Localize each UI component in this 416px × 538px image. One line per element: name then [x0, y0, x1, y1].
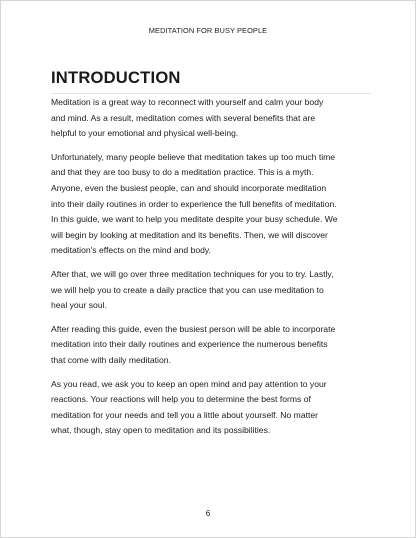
text-line: what, though, stay open to meditation and its possibilities.	[51, 425, 271, 436]
text-line: As you read, we ask you to keep an open mind and pay attention to your	[51, 378, 327, 389]
text-line: helpful to your emotional and physical well-being.	[51, 128, 239, 139]
text-line: we will help you to create a daily practice that you can use meditation to	[51, 284, 324, 295]
text-line: meditation into their daily routines and experience the numerous benefits	[51, 339, 328, 350]
text-line: that come with daily meditation.	[51, 354, 171, 365]
paragraph-1	[51, 95, 373, 142]
text-line: into their daily routines in order to experience the full benefits of meditation.	[51, 198, 337, 209]
text-line: meditation for your needs and tell you a little about yourself. No matter	[51, 409, 319, 420]
text-line: will begin by looking at meditation and its benefits. Then, we will discover	[51, 229, 328, 240]
text-line: heal your soul.	[51, 300, 107, 311]
text-line: In this guide, we want to help you meditate despite your busy schedule. We	[51, 214, 338, 225]
paragraph-4	[51, 322, 373, 369]
text-line: and mind. As a result, meditation comes with several benefits that are	[51, 112, 316, 123]
text-line: Meditation is a great way to reconnect with yourself and calm your body	[51, 97, 324, 107]
paragraph-3	[51, 267, 373, 314]
text-line: and that they are too busy to do a meditation practice. This is a myth.	[51, 167, 314, 178]
paragraph-5	[51, 377, 373, 439]
text-line: After reading this guide, even the busiest person will be able to incorporate	[51, 323, 336, 334]
body-text	[51, 95, 373, 447]
page-number: 6	[205, 509, 211, 518]
title-divider	[51, 93, 371, 94]
text-line: meditation's effects on the mind and body.	[51, 245, 211, 256]
text-line: reactions. Your reactions will help you to determine the best forms of	[51, 394, 311, 405]
text-line: Unfortunately, many people believe that meditation takes up too much time	[51, 151, 336, 162]
paragraph-2	[51, 150, 373, 259]
chapter-title: INTRODUCTION	[51, 68, 181, 87]
text-line: Anyone, even the busiest people, can and should incorporate meditation	[51, 182, 327, 193]
running-header: MEDITATION FOR BUSY PEOPLE	[148, 26, 268, 35]
text-line: After that, we will go over three meditation techniques for you to try. Lastly,	[51, 268, 334, 279]
